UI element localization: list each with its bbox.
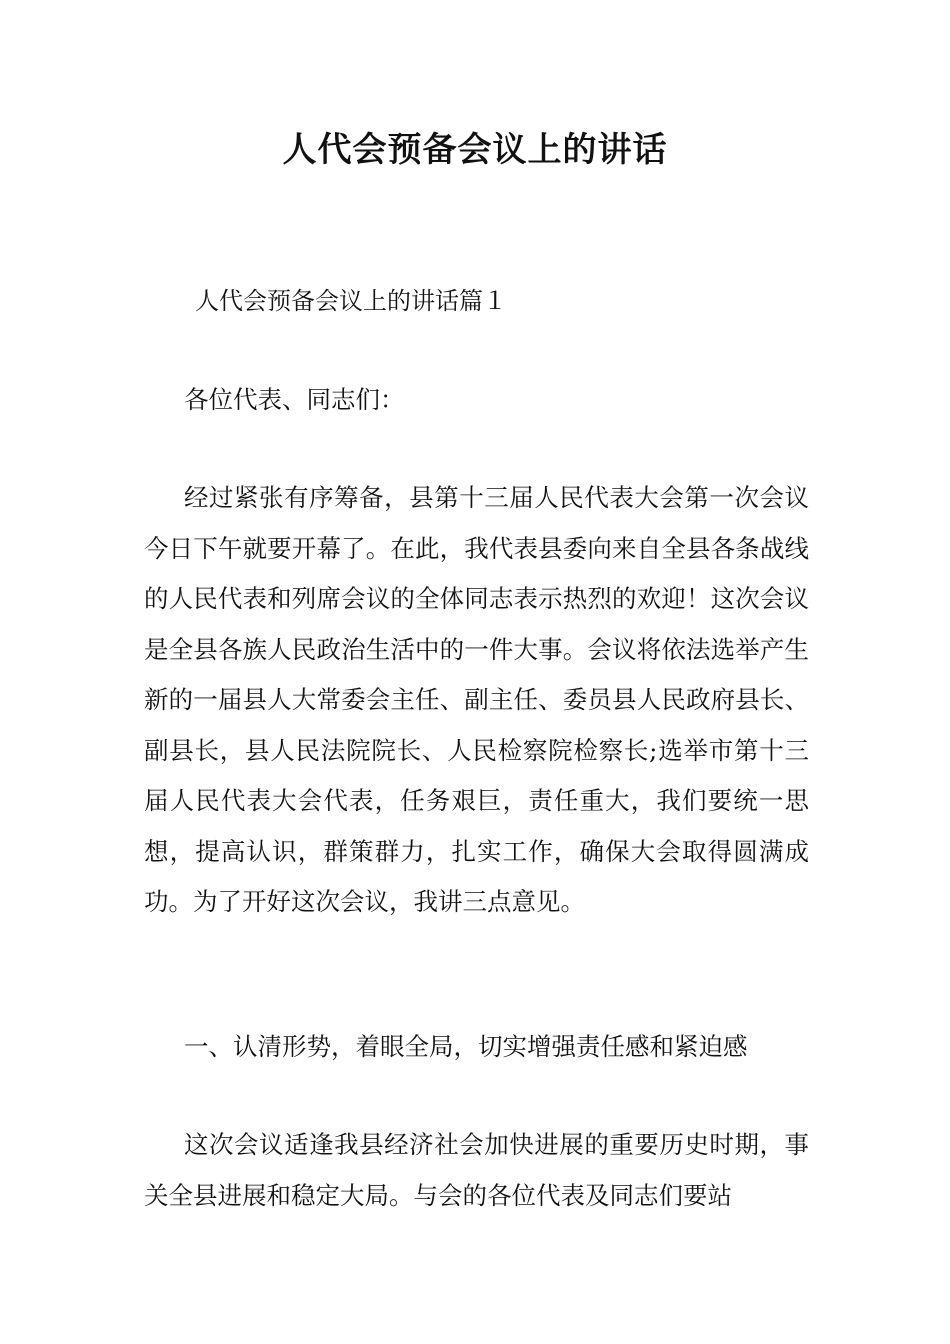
- salutation-text: 各位代表、同志们：: [184, 385, 405, 414]
- paragraph-2-text: 这次会议适逢我县经济社会加快进展的重要历史时期，事关全县进展和稳定大局。与会的各位代表及同志们要站: [144, 1130, 809, 1210]
- document-title: 人代会预备会议上的讲话: [282, 130, 668, 170]
- salutation: [144, 375, 809, 426]
- paragraph-1: [144, 473, 809, 928]
- section-heading-1-text: 一、认清形势，着眼全局，切实增强责任感和紧迫感: [184, 1032, 748, 1061]
- document-subtitle: 人代会预备会议上的讲话篇１: [195, 287, 507, 315]
- paragraph-2: [144, 1120, 809, 1221]
- paragraph-1-text: 经过紧张有序筹备，县第十三届人民代表大会第一次会议今日下午就要开幕了。在此，我代表县委向来自全县各条战线的人民代表和列席会议的全体同志表示热烈的欢迎！这次会议是全县各族人民政治生活中的一件大事。会议将依法选举产生新的一届县人大常委会主任、副主任、委员县人民政府县长、副县长，县人民法院院长、人民检察院检察长;选举市第十三届人民代表大会代表，任务艰巨，责任重大，我们要统一思想，提高认识，群策群力，扎实工作，确保大会取得圆满成功。为了开好这次会议，我讲三点意见。: [144, 483, 809, 916]
- section-heading-1: [144, 1022, 809, 1073]
